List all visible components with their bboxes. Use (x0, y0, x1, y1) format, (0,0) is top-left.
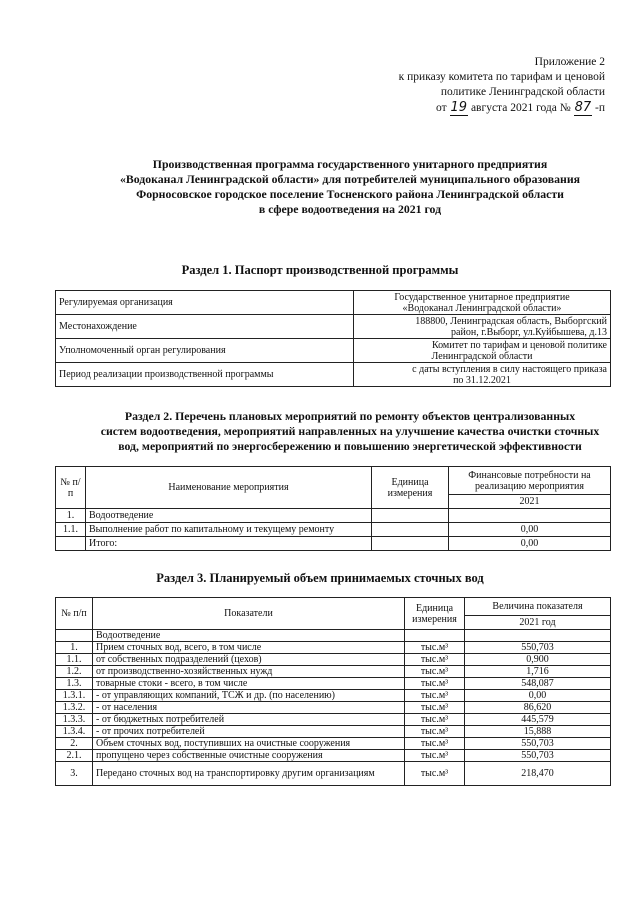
cell-num: 1.1. (56, 654, 93, 666)
cell-num: 3. (56, 762, 93, 786)
cell-value: 445,579 (465, 714, 611, 726)
title-line4: в сфере водоотведения на 2021 год (258, 202, 442, 216)
passport-label: Регулируемая организация (56, 291, 354, 315)
cell-name: пропущено через собственные очистные сооружения (93, 750, 405, 762)
cell-value: 550,703 (465, 642, 611, 654)
cell-num: 1.3. (56, 678, 93, 690)
table-row (56, 630, 611, 642)
passport-value: с даты вступления в силу настоящего приказа по 31.12.2021 (354, 363, 611, 387)
cell-num: 1.2. (56, 666, 93, 678)
cell-value (465, 630, 611, 642)
cell-num: 2. (56, 738, 93, 750)
appendix-line2: к приказу комитета по тарифам и ценовой (398, 71, 605, 83)
cell-value: 0,900 (465, 654, 611, 666)
cell-unit: тыс.м³ (405, 678, 465, 690)
col-name-header: Наименование мероприятия (86, 467, 372, 509)
cell-num: 1. (56, 642, 93, 654)
col-unit-header: Единица измерения (372, 467, 449, 509)
cell-num: 1.3.3. (56, 714, 93, 726)
date-middle: августа 2021 года № (470, 102, 571, 114)
table-row (56, 654, 611, 666)
section1-heading: Раздел 1. Паспорт производственной программы (181, 263, 459, 277)
cell-num: 1.3.4. (56, 726, 93, 738)
col-unit-header: Единица измерения (405, 598, 465, 630)
cell-name: от собственных подразделений (цехов) (93, 654, 405, 666)
passport-value: 188800, Ленинградская область, Выборгский район, г.Выборг, ул.Куйбышева, д.13 (354, 315, 611, 339)
cell-num: 2.1. (56, 750, 93, 762)
cell-name: Водоотведение (93, 630, 405, 642)
cell-value: 218,470 (465, 762, 611, 786)
passport-value: Комитет по тарифам и ценовой политике Ленинградской области (354, 339, 611, 363)
passport-row (56, 363, 611, 387)
cell-name: - от населения (93, 702, 405, 714)
cell-unit: тыс.м³ (405, 690, 465, 702)
table-row (56, 714, 611, 726)
table-row (56, 750, 611, 762)
col-indicator-header: Показатели (93, 598, 405, 630)
col-num-header: № п/п (56, 467, 86, 509)
passport-label: Уполномоченный орган регулирования (56, 339, 354, 363)
cell-name: Передано сточных вод на транспортировку другим организациям (93, 762, 405, 786)
measures-header-row (56, 467, 611, 495)
table-row (56, 690, 611, 702)
cell-name: - от бюджетных потребителей (93, 714, 405, 726)
document-title (60, 157, 640, 217)
cell-name: - от управляющих компаний, ТСЖ и др. (по населению) (93, 690, 405, 702)
col-fin-header: Финансовые потребности на реализацию мероприятия (449, 467, 611, 495)
cell-unit: тыс.м³ (405, 654, 465, 666)
appendix-header (345, 55, 605, 116)
col-year-header: 2021 (449, 495, 611, 509)
cell-value: 86,620 (465, 702, 611, 714)
passport-table (55, 290, 611, 387)
table-row (56, 678, 611, 690)
passport-value: Государственное унитарное предприятие «Водоканал Ленинградской области» (354, 291, 611, 315)
cell-unit: тыс.м³ (405, 702, 465, 714)
cell-value: 550,703 (465, 750, 611, 762)
appendix-line3: политике Ленинградской области (440, 86, 605, 98)
cell-unit: тыс.м³ (405, 726, 465, 738)
cell-value: 550,703 (465, 738, 611, 750)
passport-row (56, 291, 611, 315)
title-line3: Форносовское городское поселение Тосненского района Ленинградской области (136, 187, 564, 201)
cell-value: 548,087 (465, 678, 611, 690)
cell-name: Прием сточных вод, всего, в том числе (93, 642, 405, 654)
cell-num: 1.3.1. (56, 690, 93, 702)
cell-unit: тыс.м³ (405, 738, 465, 750)
col-num-header: № п/п (56, 598, 93, 630)
table-row (56, 702, 611, 714)
table-row (56, 738, 611, 750)
table-row: 1. Водоотведение (56, 509, 611, 523)
appendix-line1: Приложение 2 (534, 56, 605, 68)
wastewater-table (55, 597, 611, 786)
cell-name: Объем сточных вод, поступивших на очистные сооружения (93, 738, 405, 750)
table-row: 1.1. Выполнение работ по капитальному и текущему ремонту 0,00 (56, 523, 611, 537)
table-row (56, 666, 611, 678)
table-row: Итого: 0,00 (56, 537, 611, 551)
section3-heading: Раздел 3. Планируемый объем принимаемых сточных вод (156, 571, 484, 585)
cell-unit: тыс.м³ (405, 714, 465, 726)
cell-unit: тыс.м³ (405, 666, 465, 678)
cell-unit: тыс.м³ (405, 762, 465, 786)
table-row (56, 762, 611, 786)
col-year-header: 2021 год (465, 616, 611, 630)
passport-label: Местонахождение (56, 315, 354, 339)
passport-row (56, 339, 611, 363)
measures-table (55, 466, 611, 551)
cell-unit: тыс.м³ (405, 642, 465, 654)
appendix-date-line (345, 100, 605, 116)
table-row (56, 642, 611, 654)
cell-value: 1,716 (465, 666, 611, 678)
cell-value: 15,888 (465, 726, 611, 738)
col-value-header: Величина показателя (465, 598, 611, 616)
table-row (56, 726, 611, 738)
section2-heading (60, 409, 640, 454)
wastewater-header-row (56, 598, 611, 616)
passport-label: Период реализации производственной программы (56, 363, 354, 387)
section2-heading-line2: систем водоотведения, мероприятий направленных на улучшение качества очистки сточных (100, 424, 600, 438)
wastewater-body (56, 630, 611, 786)
cell-unit: тыс.м³ (405, 750, 465, 762)
handwritten-day: 19 (450, 100, 468, 115)
title-line2: «Водоканал Ленинградской области» для потребителей муниципального образования (119, 172, 581, 186)
passport-row (56, 315, 611, 339)
cell-value: 0,00 (465, 690, 611, 702)
cell-num: 1.3.2. (56, 702, 93, 714)
title-line1: Производственная программа государственного унитарного предприятия (152, 157, 548, 171)
section2-heading-line3: вод, мероприятий по энергосбережению и повышению энергетической эффективности (118, 439, 582, 453)
handwritten-number: 87 (574, 100, 592, 115)
cell-name: от производственно-хозяйственных нужд (93, 666, 405, 678)
date-prefix: от (436, 102, 447, 114)
cell-name: - от прочих потребителей (93, 726, 405, 738)
cell-unit (405, 630, 465, 642)
cell-name: товарные стоки - всего, в том числе (93, 678, 405, 690)
date-suffix: -п (595, 102, 605, 114)
section2-heading-line1: Раздел 2. Перечень плановых мероприятий по ремонту объектов централизованных (124, 409, 576, 423)
cell-num (56, 630, 93, 642)
